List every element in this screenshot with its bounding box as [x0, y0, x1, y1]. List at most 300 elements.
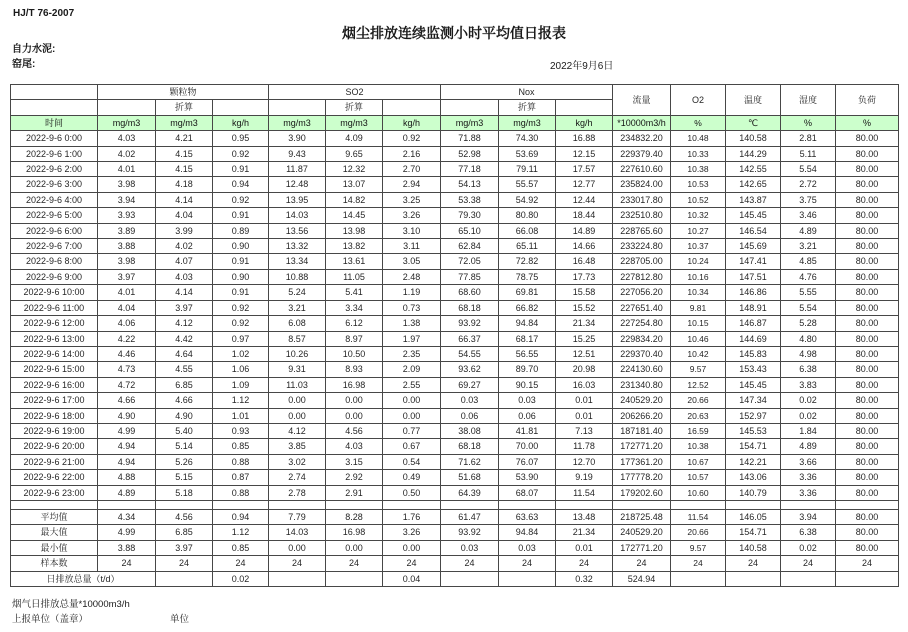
cell-time: 2022-9-6 2:00	[11, 162, 98, 177]
cell-o2: 10.48	[671, 131, 726, 146]
cell-temp: 147.51	[726, 269, 781, 284]
cell-nox_zhe: 66.82	[499, 300, 556, 315]
cell-temp: 153.43	[726, 362, 781, 377]
cell-so2_mg: 0.00	[269, 540, 326, 555]
cell-so2_mg: 4.12	[269, 423, 326, 438]
cell-load: 80.00	[836, 192, 899, 207]
cell-nox_kgh: 11.54	[556, 485, 613, 500]
cell-nox_mg: 62.84	[441, 239, 499, 254]
cell-load: 80.00	[836, 525, 899, 540]
cell-so2_mg: 9.31	[269, 362, 326, 377]
cell-nox_kgh: 12.51	[556, 346, 613, 361]
cell-time: 2022-9-6 18:00	[11, 408, 98, 423]
cell-nox_zhe: 65.11	[499, 239, 556, 254]
cell-pm_mg: 4.04	[98, 300, 156, 315]
cell-so2_kgh: 1.76	[383, 509, 441, 524]
cell-o2: 9.57	[671, 540, 726, 555]
cell-nox_zhe: 90.15	[499, 377, 556, 392]
cell-so2_zhe: 2.91	[326, 485, 383, 500]
cell-nox_mg: 71.62	[441, 454, 499, 469]
cell-nox_kgh: 20.98	[556, 362, 613, 377]
cell-nox_zhe: 24	[499, 556, 556, 571]
cell-so2_kgh: 0.00	[383, 408, 441, 423]
cell-temp: 144.29	[726, 146, 781, 161]
cell-pm_mg: 4.46	[98, 346, 156, 361]
cell-nox_mg: 0.03	[441, 540, 499, 555]
unit-flow: *10000m3/h	[613, 115, 671, 130]
cell-pm_kgh: 0.97	[213, 331, 269, 346]
cell-flow: 233017.80	[613, 192, 671, 207]
cell-flow: 224130.60	[613, 362, 671, 377]
cell-temp: 142.55	[726, 162, 781, 177]
cell-nox_mg: 93.92	[441, 525, 499, 540]
cell-nox_kgh: 0.32	[556, 571, 613, 586]
cell-pm_mg: 3.88	[98, 540, 156, 555]
cell-hum: 2.72	[781, 177, 836, 192]
cell-temp: 140.58	[726, 131, 781, 146]
cell-so2_mg: 12.48	[269, 177, 326, 192]
cell-nox_kgh: 11.78	[556, 439, 613, 454]
spacer-cell	[671, 500, 726, 509]
cell-nox_zhe: 63.63	[499, 509, 556, 524]
cell-load: 80.00	[836, 362, 899, 377]
cell-nox_mg: 24	[441, 556, 499, 571]
cell-so2_zhe: 2.92	[326, 470, 383, 485]
cell-nox_mg: 68.18	[441, 300, 499, 315]
cell-so2_mg: 11.87	[269, 162, 326, 177]
cell-nox_zhe: 41.81	[499, 423, 556, 438]
cell-so2_kgh: 24	[383, 556, 441, 571]
summary-row	[11, 556, 899, 571]
cell-hum: 5.28	[781, 316, 836, 331]
cell-pm_mg: 4.06	[98, 316, 156, 331]
cell-o2: 10.67	[671, 454, 726, 469]
cell-o2: 10.38	[671, 439, 726, 454]
cell-flow: 524.94	[613, 571, 671, 586]
cell-pm_zhe: 5.40	[156, 423, 213, 438]
group-o2: O2	[671, 85, 726, 116]
cell-nox_mg: 66.37	[441, 331, 499, 346]
cell-pm_zhe: 4.56	[156, 509, 213, 524]
cell-so2_zhe: 4.03	[326, 439, 383, 454]
cell-load: 80.00	[836, 300, 899, 315]
data-row	[11, 162, 899, 177]
cell-temp: 147.41	[726, 254, 781, 269]
cell-flow: 240529.20	[613, 525, 671, 540]
group-nox: Nox	[441, 85, 613, 100]
cell-nox_kgh: 17.57	[556, 162, 613, 177]
cell-pm_kgh: 0.88	[213, 454, 269, 469]
cell-hum: 4.89	[781, 223, 836, 238]
data-row	[11, 223, 899, 238]
cell-nox_kgh: 24	[556, 556, 613, 571]
cell-so2_kgh: 0.54	[383, 454, 441, 469]
cell-so2_kgh: 2.94	[383, 177, 441, 192]
cell-nox_zhe: 76.07	[499, 454, 556, 469]
cell-time: 2022-9-6 19:00	[11, 423, 98, 438]
blank-cell	[98, 100, 156, 115]
cell-load: 80.00	[836, 485, 899, 500]
blank-cell	[213, 100, 269, 115]
pm-converted-label: 折算	[156, 100, 213, 115]
cell-nox_kgh: 16.03	[556, 377, 613, 392]
cell-time: 2022-9-6 10:00	[11, 285, 98, 300]
cell-nox_kgh: 7.13	[556, 423, 613, 438]
cell-so2_zhe: 8.93	[326, 362, 383, 377]
summary-row	[11, 525, 899, 540]
cell-flow: 240529.20	[613, 393, 671, 408]
cell-nox_mg: 68.60	[441, 285, 499, 300]
cell-so2_kgh: 3.26	[383, 208, 441, 223]
cell-so2_zhe: 14.82	[326, 192, 383, 207]
cell-flow: 228705.00	[613, 254, 671, 269]
cell-pm_mg: 4.90	[98, 408, 156, 423]
cell-nox_mg: 53.38	[441, 192, 499, 207]
data-row	[11, 192, 899, 207]
cell-nox_mg: 71.88	[441, 131, 499, 146]
cell-hum: 4.89	[781, 439, 836, 454]
cell-nox_zhe: 94.84	[499, 525, 556, 540]
cell-so2_zhe: 5.41	[326, 285, 383, 300]
cell-pm_zhe: 6.85	[156, 377, 213, 392]
cell-so2_kgh: 3.10	[383, 223, 441, 238]
cell-so2_zhe: 14.45	[326, 208, 383, 223]
cell-pm_kgh: 0.89	[213, 223, 269, 238]
group-humidity: 湿度	[781, 85, 836, 116]
daily-total-row	[11, 571, 899, 586]
cell-temp: 145.45	[726, 377, 781, 392]
cell-temp: 144.69	[726, 331, 781, 346]
cell-flow: 177361.20	[613, 454, 671, 469]
cell-so2_mg: 6.08	[269, 316, 326, 331]
cell-nox_mg	[441, 571, 499, 586]
cell-so2_zhe: 4.56	[326, 423, 383, 438]
cell-load: 80.00	[836, 540, 899, 555]
cell-so2_zhe: 0.00	[326, 540, 383, 555]
data-row	[11, 377, 899, 392]
cell-time: 2022-9-6 12:00	[11, 316, 98, 331]
blank-cell	[383, 100, 441, 115]
cell-pm_kgh: 0.91	[213, 285, 269, 300]
cell-nox_mg: 0.03	[441, 393, 499, 408]
cell-nox_kgh: 15.52	[556, 300, 613, 315]
cell-pm_mg: 4.66	[98, 393, 156, 408]
cell-pm_mg: 3.98	[98, 254, 156, 269]
cell-hum: 4.76	[781, 269, 836, 284]
data-row	[11, 362, 899, 377]
cell-o2: 16.59	[671, 423, 726, 438]
cell-pm_zhe: 3.97	[156, 540, 213, 555]
cell-nox_kgh: 9.19	[556, 470, 613, 485]
cell-hum: 6.38	[781, 362, 836, 377]
cell-pm_kgh: 0.87	[213, 470, 269, 485]
unit-pm_mg: mg/m3	[98, 115, 156, 130]
group-load: 负荷	[836, 85, 899, 116]
unit-nox_mg: mg/m3	[441, 115, 499, 130]
cell-nox_zhe: 69.81	[499, 285, 556, 300]
cell-pm_zhe: 3.99	[156, 223, 213, 238]
cell-o2: 10.32	[671, 208, 726, 223]
cell-nox_zhe	[499, 571, 556, 586]
cell-o2: 10.37	[671, 239, 726, 254]
nox-converted-label: 折算	[499, 100, 556, 115]
cell-load: 80.00	[836, 223, 899, 238]
cell-pm_mg: 4.01	[98, 285, 156, 300]
unit-nox_zhe: mg/m3	[499, 115, 556, 130]
cell-flow: 229379.40	[613, 146, 671, 161]
cell-so2_kgh: 0.04	[383, 571, 441, 586]
cell-so2_mg: 5.24	[269, 285, 326, 300]
spacer-cell	[11, 500, 98, 509]
cell-load: 80.00	[836, 208, 899, 223]
cell-nox_kgh: 12.15	[556, 146, 613, 161]
spacer-cell	[613, 500, 671, 509]
cell-hum: 4.85	[781, 254, 836, 269]
cell-so2_zhe: 13.07	[326, 177, 383, 192]
data-row	[11, 454, 899, 469]
cell-so2_zhe: 11.05	[326, 269, 383, 284]
cell-pm_mg: 4.01	[98, 162, 156, 177]
cell-o2: 10.53	[671, 177, 726, 192]
cell-nox_zhe: 0.03	[499, 393, 556, 408]
cell-so2_mg	[269, 571, 326, 586]
cell-so2_kgh: 1.97	[383, 331, 441, 346]
cell-so2_kgh: 1.38	[383, 316, 441, 331]
cell-time: 2022-9-6 21:00	[11, 454, 98, 469]
report-date: 2022年9月6日	[550, 61, 614, 72]
group-temp: 温度	[726, 85, 781, 116]
cell-so2_zhe: 0.00	[326, 408, 383, 423]
cell-load	[836, 571, 899, 586]
cell-o2: 20.66	[671, 393, 726, 408]
cell-so2_mg: 13.56	[269, 223, 326, 238]
cell-nox_kgh: 15.25	[556, 331, 613, 346]
page-title: 烟尘排放连续监测小时平均值日报表	[342, 25, 566, 41]
cell-so2_mg: 0.00	[269, 408, 326, 423]
cell-nox_kgh: 21.34	[556, 316, 613, 331]
cell-temp: 152.97	[726, 408, 781, 423]
cell-pm_kgh: 1.06	[213, 362, 269, 377]
cell-temp: 140.58	[726, 540, 781, 555]
cell-pm_kgh: 0.94	[213, 509, 269, 524]
cell-pm_kgh: 1.09	[213, 377, 269, 392]
cell-so2_mg: 3.21	[269, 300, 326, 315]
cell-nox_mg: 79.30	[441, 208, 499, 223]
units-row	[11, 115, 899, 130]
spacer-cell	[726, 500, 781, 509]
cell-nox_kgh: 18.44	[556, 208, 613, 223]
cell-hum: 3.36	[781, 485, 836, 500]
cell-pm_zhe: 4.02	[156, 239, 213, 254]
cell-so2_zhe: 10.50	[326, 346, 383, 361]
cell-flow: 172771.20	[613, 540, 671, 555]
cell-so2_zhe: 13.98	[326, 223, 383, 238]
group-flow: 流量	[613, 85, 671, 116]
cell-pm_zhe: 4.12	[156, 316, 213, 331]
cell-pm_kgh: 0.91	[213, 162, 269, 177]
cell-load: 80.00	[836, 470, 899, 485]
unit-o2: %	[671, 115, 726, 130]
cell-temp: 146.87	[726, 316, 781, 331]
cell-time: 2022-9-6 1:00	[11, 146, 98, 161]
cell-nox_zhe: 68.07	[499, 485, 556, 500]
cell-pm_kgh: 0.92	[213, 146, 269, 161]
cell-pm_mg: 4.73	[98, 362, 156, 377]
cell-pm_kgh: 0.02	[213, 571, 269, 586]
cell-nox_kgh: 16.48	[556, 254, 613, 269]
cell-pm_zhe: 5.18	[156, 485, 213, 500]
cell-pm_mg: 3.88	[98, 239, 156, 254]
cell-nox_kgh: 12.70	[556, 454, 613, 469]
data-row	[11, 254, 899, 269]
cell-so2_kgh: 0.67	[383, 439, 441, 454]
cell-pm_mg: 3.93	[98, 208, 156, 223]
cell-so2_mg: 9.43	[269, 146, 326, 161]
cell-flow: 229370.40	[613, 346, 671, 361]
cell-time: 2022-9-6 20:00	[11, 439, 98, 454]
cell-pm_mg: 4.72	[98, 377, 156, 392]
cell-time: 2022-9-6 8:00	[11, 254, 98, 269]
cell-temp: 145.83	[726, 346, 781, 361]
cell-so2_mg: 8.57	[269, 331, 326, 346]
flow-note: 烟气日排放总量*10000m3/h	[12, 599, 130, 610]
unit-pm_kgh: kg/h	[213, 115, 269, 130]
cell-o2: 12.52	[671, 377, 726, 392]
cell-time: 2022-9-6 16:00	[11, 377, 98, 392]
cell-so2_zhe: 8.97	[326, 331, 383, 346]
cell-nox_kgh: 16.88	[556, 131, 613, 146]
data-row	[11, 408, 899, 423]
cell-so2_zhe: 3.34	[326, 300, 383, 315]
unit-hum: %	[781, 115, 836, 130]
cell-nox_zhe: 72.82	[499, 254, 556, 269]
cell-temp: 145.69	[726, 239, 781, 254]
cell-temp: 147.34	[726, 393, 781, 408]
cell-pm_zhe: 4.21	[156, 131, 213, 146]
cell-load: 80.00	[836, 146, 899, 161]
cell-pm_zhe: 4.14	[156, 285, 213, 300]
cell-flow: 24	[613, 556, 671, 571]
cell-so2_mg: 2.74	[269, 470, 326, 485]
cell-so2_kgh: 2.16	[383, 146, 441, 161]
cell-flow: 172771.20	[613, 439, 671, 454]
cell-so2_kgh: 0.00	[383, 540, 441, 555]
cell-temp: 143.06	[726, 470, 781, 485]
cell-temp: 142.21	[726, 454, 781, 469]
cell-flow: 187181.40	[613, 423, 671, 438]
cell-so2_kgh: 0.50	[383, 485, 441, 500]
data-row	[11, 316, 899, 331]
cell-pm_kgh: 0.93	[213, 423, 269, 438]
cell-so2_mg: 24	[269, 556, 326, 571]
spacer-cell	[556, 500, 613, 509]
cell-nox_mg: 51.68	[441, 470, 499, 485]
cell-load: 80.00	[836, 454, 899, 469]
cell-so2_mg: 13.95	[269, 192, 326, 207]
cell-time: 2022-9-6 4:00	[11, 192, 98, 207]
cell-pm_kgh: 0.91	[213, 208, 269, 223]
cell-pm_mg: 4.89	[98, 485, 156, 500]
cell-nox_zhe: 53.69	[499, 146, 556, 161]
cell-time: 2022-9-6 15:00	[11, 362, 98, 377]
cell-nox_kgh: 21.34	[556, 525, 613, 540]
cell-nox_zhe: 53.90	[499, 470, 556, 485]
cell-pm_zhe: 4.15	[156, 162, 213, 177]
cell-time: 2022-9-6 11:00	[11, 300, 98, 315]
cell-pm_mg: 3.98	[98, 177, 156, 192]
cell-nox_zhe: 56.55	[499, 346, 556, 361]
data-row	[11, 393, 899, 408]
cell-temp: 140.79	[726, 485, 781, 500]
data-row	[11, 439, 899, 454]
cell-load: 80.00	[836, 269, 899, 284]
cell-hum: 2.81	[781, 131, 836, 146]
cell-o2: 20.63	[671, 408, 726, 423]
cell-time: 2022-9-6 17:00	[11, 393, 98, 408]
cell-pm_zhe: 24	[156, 556, 213, 571]
cell-pm_mg: 24	[98, 556, 156, 571]
cell-pm_kgh: 0.85	[213, 439, 269, 454]
cell-o2: 10.33	[671, 146, 726, 161]
cell-time: 2022-9-6 3:00	[11, 177, 98, 192]
cell-temp: 146.05	[726, 509, 781, 524]
cell-pm_kgh: 0.92	[213, 316, 269, 331]
unit-time: 时间	[11, 115, 98, 130]
cell-pm_zhe: 4.42	[156, 331, 213, 346]
summary-label: 平均值	[11, 509, 98, 524]
cell-pm_kgh: 1.02	[213, 346, 269, 361]
cell-so2_kgh: 0.49	[383, 470, 441, 485]
cell-o2: 10.16	[671, 269, 726, 284]
cell-o2: 10.52	[671, 192, 726, 207]
cell-pm_zhe: 4.03	[156, 269, 213, 284]
spacer-cell	[499, 500, 556, 509]
cell-hum: 3.75	[781, 192, 836, 207]
cell-flow: 177778.20	[613, 470, 671, 485]
cell-temp	[726, 571, 781, 586]
cell-nox_kgh: 12.44	[556, 192, 613, 207]
cell-hum: 1.84	[781, 423, 836, 438]
cell-so2_zhe: 13.61	[326, 254, 383, 269]
cell-so2_kgh: 0.92	[383, 131, 441, 146]
cell-load: 80.00	[836, 408, 899, 423]
cell-flow: 206266.20	[613, 408, 671, 423]
cell-so2_zhe: 16.98	[326, 377, 383, 392]
cell-hum: 3.83	[781, 377, 836, 392]
cell-pm_zhe: 4.66	[156, 393, 213, 408]
cell-load: 80.00	[836, 331, 899, 346]
cell-so2_mg: 3.90	[269, 131, 326, 146]
cell-time: 2022-9-6 14:00	[11, 346, 98, 361]
spacer-cell	[836, 500, 899, 509]
cell-nox_zhe: 79.11	[499, 162, 556, 177]
cell-pm_kgh: 0.88	[213, 485, 269, 500]
data-row	[11, 331, 899, 346]
cell-nox_zhe: 89.70	[499, 362, 556, 377]
cell-pm_mg: 3.94	[98, 192, 156, 207]
cell-nox_kgh: 0.01	[556, 540, 613, 555]
cell-time: 2022-9-6 0:00	[11, 131, 98, 146]
cell-pm_mg: 4.03	[98, 131, 156, 146]
cell-load: 80.00	[836, 177, 899, 192]
cell-nox_mg: 38.08	[441, 423, 499, 438]
spacer-cell	[269, 500, 326, 509]
cell-temp: 146.54	[726, 223, 781, 238]
cell-nox_kgh: 15.58	[556, 285, 613, 300]
data-row	[11, 346, 899, 361]
cell-pm_mg: 4.22	[98, 331, 156, 346]
cell-hum: 4.98	[781, 346, 836, 361]
